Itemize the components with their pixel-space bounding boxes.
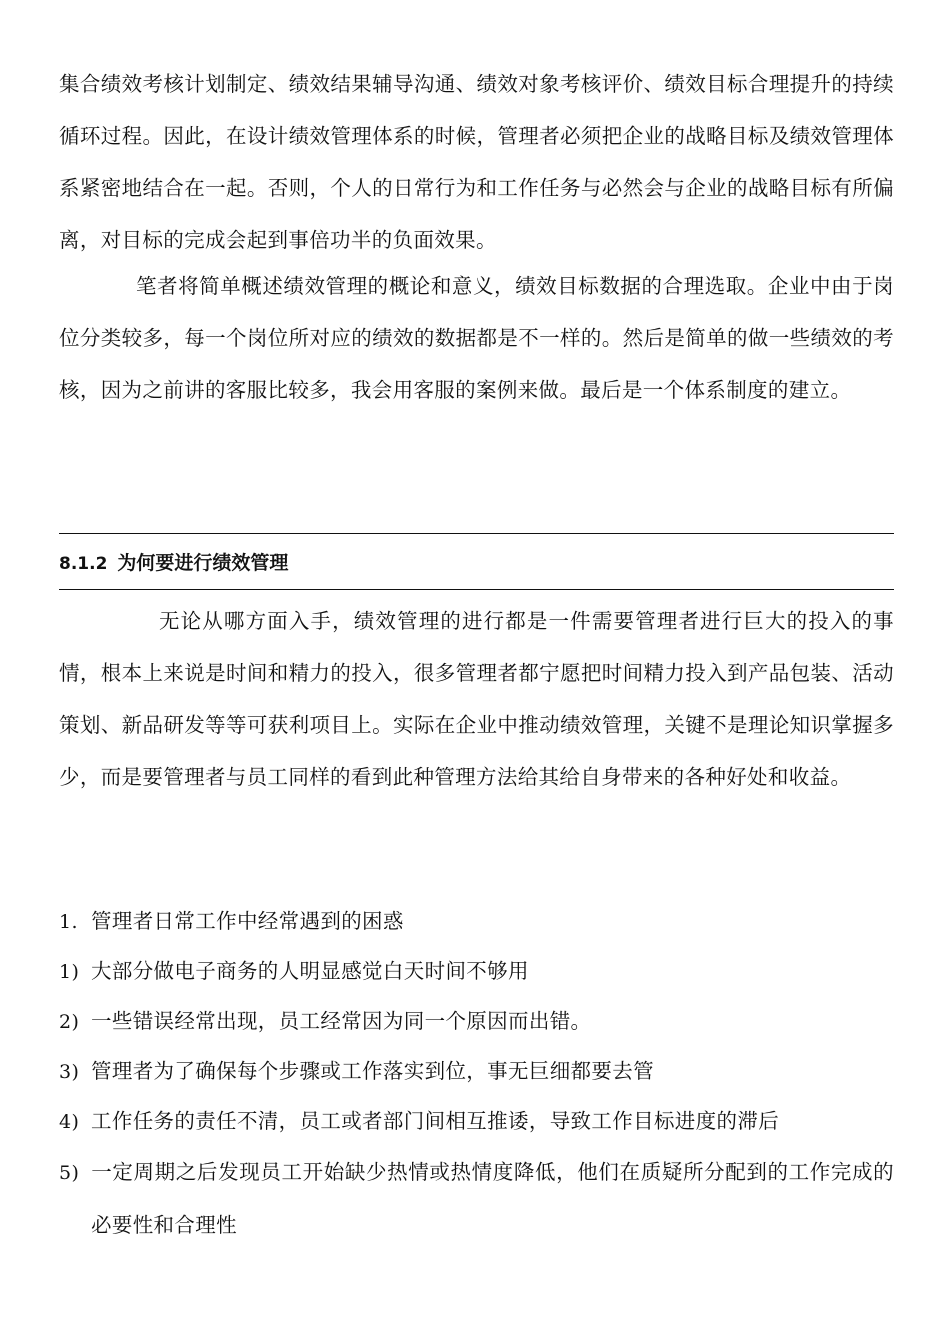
section-title: 为何要进行绩效管理 (117, 552, 289, 574)
list-item (59, 1096, 894, 1147)
list-item-text: 一定周期之后发现员工开始缺少热情或热情度降低，他们在质疑所分配到的工作完成的必要性和合理性 (91, 1160, 894, 1237)
list-item-text: 一些错误经常出现，员工经常因为同一个原因而出错。 (91, 1009, 592, 1033)
list-item-marker: 3) (59, 1061, 80, 1083)
list-item (59, 1046, 894, 1097)
paragraph-intro: 集合绩效考核计划制定、绩效结果辅导沟通、绩效对象考核评价、绩效目标合理提升的持续循环过程。因此，在设计绩效管理体系的时候，管理者必须把企业的战略目标及绩效管理体系紧密地结合在一起。否则，个人的日常行为和工作任务与必然会与企业的战略目标有所偏离，对目标的完成会起到事倍功半的负面效果。 (59, 72, 894, 252)
list-item-marker: 4) (59, 1111, 80, 1133)
section-rule-bottom (59, 589, 894, 590)
list-heading-marker: 1. (59, 911, 78, 933)
list-item (59, 946, 894, 997)
list-item-text: 大部分做电子商务的人明显感觉白天时间不够用 (91, 959, 529, 983)
list-item-marker: 5) (59, 1162, 80, 1184)
section-number: 8.1.2 (59, 554, 108, 574)
list-heading-text: 管理者日常工作中经常遇到的困惑 (91, 909, 404, 933)
list-item-marker: 1) (59, 961, 80, 983)
list-item-text: 管理者为了确保每个步骤或工作落实到位，事无巨细都要去管 (91, 1059, 654, 1083)
section-heading (59, 547, 288, 580)
list-heading (59, 896, 894, 947)
paragraph-overview: 笔者将简单概述绩效管理的概论和意义，绩效目标数据的合理选取。企业中由于岗位分类较多，每一个岗位所对应的绩效的数据都是不一样的。然后是简单的做一些绩效的考核，因为之前讲的客服比较多，我会用客服的案例来做。最后是一个体系制度的建立。 (59, 274, 894, 402)
section-rule-top (59, 533, 894, 534)
list-item-text: 工作任务的责任不清，员工或者部门间相互推诿，导致工作目标进度的滞后 (91, 1109, 780, 1133)
list-item-marker: 2) (59, 1011, 80, 1033)
list-item (59, 1146, 894, 1251)
list-item (59, 996, 894, 1047)
paragraph-why: 无论从哪方面入手，绩效管理的进行都是一件需要管理者进行巨大的投入的事情，根本上来说是时间和精力的投入，很多管理者都宁愿把时间精力投入到产品包装、活动策划、新品研发等等可获利项目上。实际在企业中推动绩效管理，关键不是理论知识掌握多少，而是要管理者与员工同样的看到此种管理方法给其给自身带来的各种好处和收益。 (59, 609, 894, 789)
